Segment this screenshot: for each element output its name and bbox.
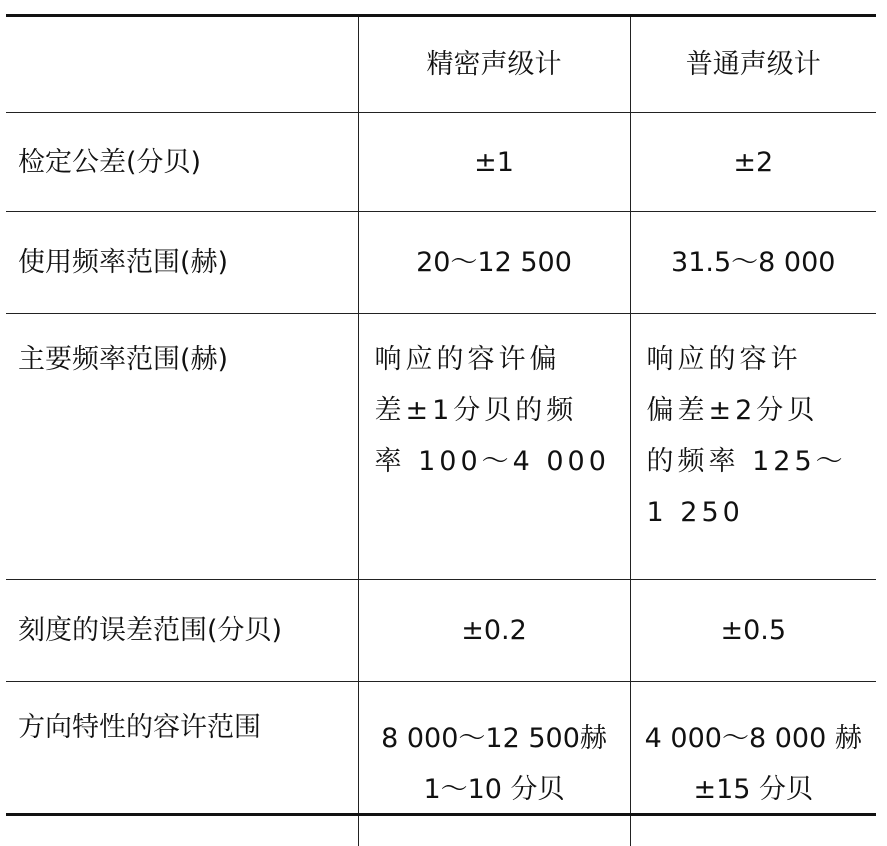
row-label: 检定公差(分贝) — [6, 113, 358, 212]
precision-value — [358, 314, 630, 580]
ordinary-line: 的频率 125～ — [647, 436, 863, 487]
row-label: 方向特性的容许范围 — [6, 682, 358, 846]
precision-value — [358, 682, 630, 846]
bottom-rule — [6, 813, 876, 816]
ordinary-value — [630, 314, 876, 580]
precision-line: 8 000～12 500赫 — [359, 713, 630, 764]
spec-table-container — [6, 14, 876, 816]
row-label: 主要频率范围(赫) — [6, 314, 358, 580]
precision-line: 响应的容许偏 — [375, 334, 616, 385]
table-row — [6, 682, 876, 846]
ordinary-line: 响应的容许 — [647, 334, 863, 385]
row-label: 使用频率范围(赫) — [6, 212, 358, 314]
header-ordinary: 普通声级计 — [630, 17, 876, 113]
table-row — [6, 212, 876, 314]
header-precision: 精密声级计 — [358, 17, 630, 113]
ordinary-value: ±2 — [630, 113, 876, 212]
ordinary-value — [630, 682, 876, 846]
table-row — [6, 113, 876, 212]
ordinary-line: 4 000～8 000 赫 — [631, 713, 877, 764]
ordinary-value: ±0.5 — [630, 580, 876, 682]
row-label: 刻度的误差范围(分贝) — [6, 580, 358, 682]
ordinary-value: 31.5～8 000 — [630, 212, 876, 314]
ordinary-line: ±15 分贝 — [631, 764, 877, 815]
precision-line: 1～10 分贝 — [359, 764, 630, 815]
sound-level-meter-table — [6, 17, 876, 846]
precision-value: ±1 — [358, 113, 630, 212]
precision-value: 20～12 500 — [358, 212, 630, 314]
header-row — [6, 17, 876, 113]
table-row — [6, 580, 876, 682]
ordinary-line: 偏差±2分贝 — [647, 385, 863, 436]
precision-line: 差±1分贝的频 — [375, 385, 616, 436]
ordinary-line: 1 250 — [647, 487, 863, 538]
precision-value: ±0.2 — [358, 580, 630, 682]
table-row — [6, 314, 876, 580]
header-empty-cell — [6, 17, 358, 113]
precision-line: 率 100～4 000 — [375, 436, 616, 487]
